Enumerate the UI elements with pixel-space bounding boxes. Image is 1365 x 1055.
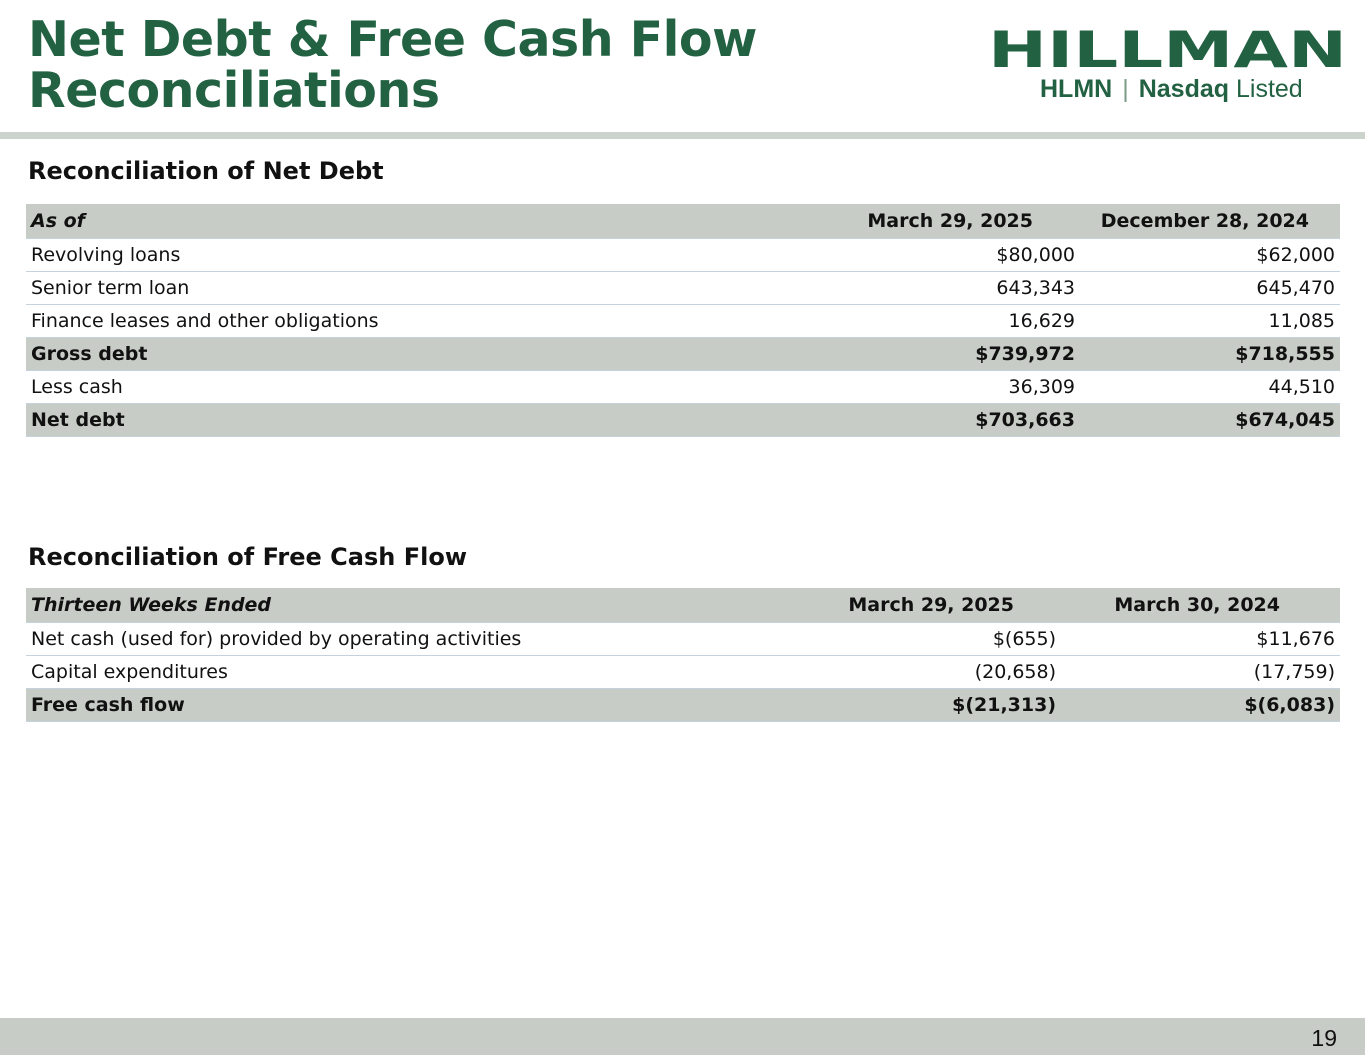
net-debt-col-current: March 29, 2025 <box>821 204 1080 239</box>
fcf-col-current: March 29, 2025 <box>801 588 1061 623</box>
row-label: Less cash <box>26 371 821 404</box>
net-debt-col-label: As of <box>26 204 821 239</box>
net-debt-header-row <box>26 204 1340 239</box>
row-label: Net cash (used for) provided by operating activities <box>26 623 801 656</box>
table-row <box>26 623 1340 656</box>
hillman-logo <box>988 28 1350 108</box>
page-title-line-1: Net Debt & Free Cash Flow <box>28 11 757 68</box>
table-row <box>26 371 1340 404</box>
page-title <box>28 11 757 119</box>
row-value-prior: $62,000 <box>1080 239 1340 272</box>
row-value-current: 643,343 <box>821 272 1080 305</box>
row-value-prior: $11,676 <box>1061 623 1340 656</box>
free-cash-flow-header-row <box>26 588 1340 623</box>
row-value-current: 36,309 <box>821 371 1080 404</box>
table-row <box>26 656 1340 689</box>
ticker-symbol: HLMN <box>1040 75 1113 103</box>
row-value-current: $703,663 <box>821 404 1080 437</box>
free-cash-flow-section-title: Reconciliation of Free Cash Flow <box>28 543 467 571</box>
table-total-row <box>26 404 1340 437</box>
row-label: Free cash flow <box>26 689 801 722</box>
row-value-prior: (17,759) <box>1061 656 1340 689</box>
row-label: Revolving loans <box>26 239 821 272</box>
row-label: Gross debt <box>26 338 821 371</box>
hillman-wordmark <box>988 28 1348 70</box>
row-value-prior: $674,045 <box>1080 404 1340 437</box>
ticker-separator: | <box>1122 75 1129 103</box>
ticker-line <box>1040 73 1303 105</box>
row-value-prior: 645,470 <box>1080 272 1340 305</box>
table-row <box>26 272 1340 305</box>
exchange-name: Nasdaq <box>1138 75 1230 103</box>
table-total-row <box>26 689 1340 722</box>
row-value-current: 16,629 <box>821 305 1080 338</box>
row-label: Finance leases and other obligations <box>26 305 821 338</box>
row-value-current: (20,658) <box>801 656 1061 689</box>
row-value-current: $80,000 <box>821 239 1080 272</box>
row-value-current: $(21,313) <box>801 689 1061 722</box>
page-number: 19 <box>1311 1025 1337 1051</box>
fcf-col-label: Thirteen Weeks Ended <box>26 588 801 623</box>
row-label: Net debt <box>26 404 821 437</box>
exchange-suffix: Listed <box>1235 75 1303 103</box>
fcf-col-prior: March 30, 2024 <box>1061 588 1340 623</box>
row-value-prior: 11,085 <box>1080 305 1340 338</box>
hillman-wordmark-text: HILLMAN <box>988 28 1347 70</box>
table-row <box>26 239 1340 272</box>
header-divider <box>0 132 1365 139</box>
row-value-prior: 44,510 <box>1080 371 1340 404</box>
net-debt-col-prior: December 28, 2024 <box>1080 204 1340 239</box>
table-row <box>26 305 1340 338</box>
net-debt-section-title: Reconciliation of Net Debt <box>28 157 384 185</box>
row-value-current: $(655) <box>801 623 1061 656</box>
row-value-current: $739,972 <box>821 338 1080 371</box>
table-total-row <box>26 338 1340 371</box>
page-title-line-2: Reconciliations <box>28 62 440 119</box>
free-cash-flow-table <box>26 588 1340 722</box>
row-value-prior: $(6,083) <box>1061 689 1340 722</box>
row-label: Senior term loan <box>26 272 821 305</box>
row-value-prior: $718,555 <box>1080 338 1340 371</box>
footer-bar <box>0 1018 1365 1055</box>
net-debt-table <box>26 204 1340 437</box>
row-label: Capital expenditures <box>26 656 801 689</box>
